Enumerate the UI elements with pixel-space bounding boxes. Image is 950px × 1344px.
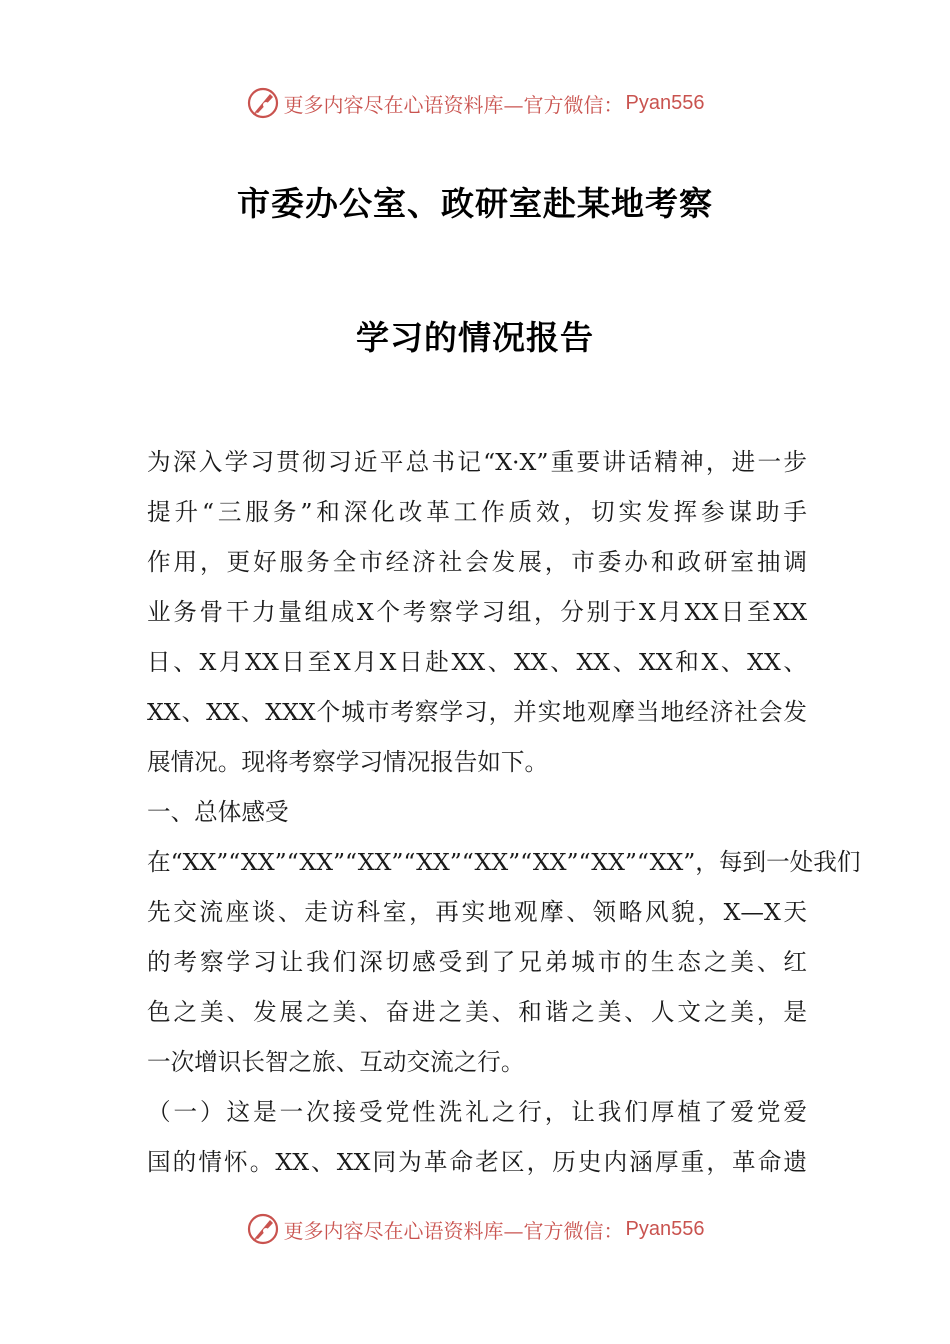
body-line: 日、X月XX日至X月X日赴XX、XX、XX、XX和X、XX、 (147, 648, 807, 676)
watermark-text: 更多内容尽在心语资料库—官方微信： (283, 1218, 624, 1243)
body-line: 在“XX”“XX”“XX”“XX”“XX”“XX”“XX”“XX”“XX”，每到一处我们 (147, 848, 861, 876)
header-watermark (0, 86, 950, 120)
watermark-wechat-id: Pyan556 (625, 91, 705, 114)
watermark-wechat-id: Pyan556 (625, 1217, 705, 1240)
body-line: 作用，更好服务全市经济社会发展，市委办和政研室抽调 (147, 548, 807, 576)
document-body (147, 437, 861, 1187)
body-line: 提升“三服务”和深化改革工作质效，切实发挥参谋助手 (147, 498, 807, 526)
document-title-line-1: 市委办公室、政研室赴某地考察 (237, 184, 713, 223)
body-line: 先交流座谈、走访科室，再实地观摩、领略风貌，X—X天 (147, 898, 807, 926)
section-heading: 一、总体感受 (147, 798, 289, 826)
quill-pen-icon (246, 1212, 280, 1246)
body-line: 展情况。现将考察学习情况报告如下。 (147, 748, 549, 776)
document-title-line-2: 学习的情况报告 (356, 318, 594, 357)
body-line: （一）这是一次接受党性洗礼之行，让我们厚植了爱党爱 (147, 1098, 807, 1126)
quill-pen-icon (246, 86, 280, 120)
body-line: 国的情怀。XX、XX同为革命老区，历史内涵厚重，革命遗 (147, 1148, 807, 1176)
body-line: 为深入学习贯彻习近平总书记“X·X”重要讲话精神，进一步 (147, 448, 807, 476)
watermark-text: 更多内容尽在心语资料库—官方微信： (283, 92, 624, 117)
body-line: 的考察学习让我们深切感受到了兄弟城市的生态之美、红 (147, 948, 807, 976)
body-line: 一次增识长智之旅、互动交流之行。 (147, 1048, 525, 1076)
footer-watermark (0, 1212, 950, 1246)
body-line: 业务骨干力量组成X个考察学习组，分别于X月XX日至XX (147, 598, 807, 626)
body-line: 色之美、发展之美、奋进之美、和谐之美、人文之美，是 (147, 998, 807, 1026)
body-line: XX、XX、XXX个城市考察学习，并实地观摩当地经济社会发 (147, 698, 807, 726)
